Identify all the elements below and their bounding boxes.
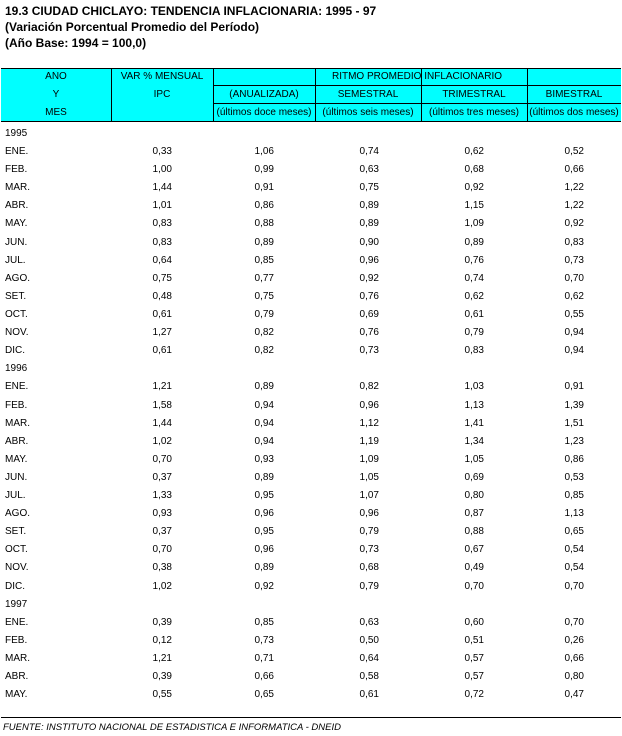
bimestral-cell: 0,70 [564,581,584,592]
trimestral-cell: 0,62 [464,291,484,302]
semestral-cell: 0,89 [359,200,379,211]
anualizada-cell: 0,94 [254,418,274,429]
table-row [0,252,622,270]
bimestral-cell: 0,70 [564,617,584,628]
semestral-cell: 0,90 [359,237,379,248]
table-row [0,288,622,306]
anualizada-cell: 0,93 [254,454,274,465]
header-anualizada-note: (últimos doce meses) [216,107,312,118]
semestral-cell: 0,89 [359,218,379,229]
var-mensual-cell: 0,70 [152,544,172,555]
table-row [0,469,622,487]
anualizada-cell: 0,94 [254,400,274,411]
var-mensual-cell: 1,21 [152,381,172,392]
trimestral-cell: 0,69 [464,472,484,483]
month-cell: OCT. [5,309,28,320]
table-row [0,270,622,288]
var-mensual-cell: 1,44 [152,418,172,429]
anualizada-cell: 0,95 [254,526,274,537]
trimestral-cell: 0,76 [464,255,484,266]
bimestral-cell: 1,22 [564,182,584,193]
anualizada-cell: 0,77 [254,273,274,284]
month-cell: JUN. [5,237,28,248]
anualizada-cell: 1,06 [254,146,274,157]
trimestral-cell: 0,88 [464,526,484,537]
month-cell: NOV. [5,327,29,338]
month-cell: OCT. [5,544,28,555]
month-cell: FEB. [5,164,28,175]
month-cell: ABR. [5,671,29,682]
trimestral-cell: 0,62 [464,146,484,157]
header-semestral-note: (últimos seis meses) [322,107,414,118]
anualizada-cell: 0,85 [254,255,274,266]
table-title: 19.3 CIUDAD CHICLAYO: TENDENCIA INFLACIONARIA: 1995 - 97 [5,4,377,18]
var-mensual-cell: 0,39 [152,671,172,682]
table-row [0,215,622,233]
header-anualizada: (ANUALIZADA) [229,89,299,100]
table-row [0,234,622,252]
bimestral-cell: 1,51 [564,418,584,429]
table-row [0,523,622,541]
bimestral-cell: 0,52 [564,146,584,157]
bimestral-cell: 0,65 [564,526,584,537]
trimestral-cell: 0,70 [464,581,484,592]
var-mensual-cell: 1,00 [152,164,172,175]
var-mensual-cell: 1,33 [152,490,172,501]
header-and: Y [52,89,60,100]
month-cell: FEB. [5,635,28,646]
semestral-cell: 1,07 [359,490,379,501]
trimestral-cell: 0,49 [464,562,484,573]
anualizada-cell: 0,88 [254,218,274,229]
header-ritmo-promedio: RITMO PROMEDIO INFLACIONARIO [331,71,502,82]
anualizada-cell: 0,96 [254,508,274,519]
trimestral-cell: 0,61 [464,309,484,320]
table-row [0,578,622,596]
bimestral-cell: 0,85 [564,490,584,501]
var-mensual-cell: 1,58 [152,400,172,411]
month-cell: JUL. [5,490,26,501]
trimestral-cell: 0,74 [464,273,484,284]
semestral-cell: 0,73 [359,345,379,356]
table-row [0,324,622,342]
month-cell: MAR. [5,418,30,429]
semestral-cell: 0,96 [359,255,379,266]
bimestral-cell: 0,94 [564,345,584,356]
table-row [0,614,622,632]
bimestral-cell: 0,73 [564,255,584,266]
var-mensual-cell: 0,83 [152,237,172,248]
anualizada-cell: 0,99 [254,164,274,175]
semestral-cell: 0,76 [359,327,379,338]
table-row [0,397,622,415]
footer-divider [1,717,621,718]
table-row [0,541,622,559]
semestral-cell: 0,73 [359,544,379,555]
semestral-cell: 0,58 [359,671,379,682]
semestral-cell: 0,82 [359,381,379,392]
table-row [0,686,622,704]
month-cell: ENE. [5,617,29,628]
month-cell: ENE. [5,146,29,157]
semestral-cell: 0,64 [359,653,379,664]
trimestral-cell: 0,60 [464,617,484,628]
bimestral-cell: 0,70 [564,273,584,284]
semestral-cell: 0,68 [359,562,379,573]
month-cell: SET. [5,526,27,537]
var-mensual-cell: 0,75 [152,273,172,284]
month-cell: ABR. [5,200,29,211]
month-cell: MAR. [5,653,30,664]
bimestral-cell: 0,91 [564,381,584,392]
table-row [0,433,622,451]
semestral-cell: 0,79 [359,581,379,592]
bimestral-cell: 0,86 [564,454,584,465]
semestral-cell: 0,69 [359,309,379,320]
trimestral-cell: 0,80 [464,490,484,501]
anualizada-cell: 0,75 [254,291,274,302]
month-cell: NOV. [5,562,29,573]
trimestral-cell: 0,92 [464,182,484,193]
year-row [0,596,622,614]
bimestral-cell: 0,26 [564,635,584,646]
month-cell: JUN. [5,472,28,483]
var-mensual-cell: 1,01 [152,200,172,211]
anualizada-cell: 0,92 [254,581,274,592]
table-row [0,668,622,686]
table-row [0,451,622,469]
bimestral-cell: 0,55 [564,309,584,320]
anualizada-cell: 0,82 [254,327,274,338]
trimestral-cell: 1,34 [464,436,484,447]
header-bimestral-note: (últimos dos meses) [529,107,619,118]
var-mensual-cell: 1,21 [152,653,172,664]
anualizada-cell: 0,71 [254,653,274,664]
trimestral-cell: 0,87 [464,508,484,519]
month-cell: AGO. [5,508,31,519]
trimestral-cell: 0,51 [464,635,484,646]
bimestral-cell: 0,53 [564,472,584,483]
table-row [0,378,622,396]
var-mensual-cell: 1,44 [152,182,172,193]
semestral-cell: 0,75 [359,182,379,193]
var-mensual-cell: 0,37 [152,526,172,537]
var-mensual-cell: 1,02 [152,581,172,592]
trimestral-cell: 1,15 [464,200,484,211]
var-mensual-cell: 0,61 [152,309,172,320]
month-cell: FEB. [5,400,28,411]
base-year-note: (Año Base: 1994 = 100,0) [5,36,147,50]
trimestral-cell: 1,13 [464,400,484,411]
bimestral-cell: 0,66 [564,653,584,664]
anualizada-cell: 0,91 [254,182,274,193]
month-cell: DIC. [5,581,25,592]
header-var-mensual: VAR % MENSUAL [120,71,204,82]
var-mensual-cell: 0,93 [152,508,172,519]
bimestral-cell: 1,39 [564,400,584,411]
bimestral-cell: 0,83 [564,237,584,248]
var-mensual-cell: 0,48 [152,291,172,302]
semestral-cell: 1,09 [359,454,379,465]
var-mensual-cell: 1,02 [152,436,172,447]
trimestral-cell: 0,72 [464,689,484,700]
anualizada-cell: 0,86 [254,200,274,211]
month-cell: AGO. [5,273,31,284]
trimestral-cell: 0,57 [464,653,484,664]
var-mensual-cell: 0,37 [152,472,172,483]
anualizada-cell: 0,94 [254,436,274,447]
table-row [0,559,622,577]
anualizada-cell: 0,73 [254,635,274,646]
year-label: 1995 [5,128,28,139]
table-row [0,306,622,324]
table-header [1,68,621,122]
var-mensual-cell: 0,39 [152,617,172,628]
header-year: AÑO [45,71,67,82]
bimestral-cell: 0,94 [564,327,584,338]
anualizada-cell: 0,65 [254,689,274,700]
year-label: 1997 [5,599,28,610]
bimestral-cell: 0,54 [564,544,584,555]
trimestral-cell: 1,03 [464,381,484,392]
month-cell: JUL. [5,255,26,266]
bimestral-cell: 0,47 [564,689,584,700]
month-cell: SET. [5,291,27,302]
month-cell: MAY. [5,218,28,229]
header-month: MES [45,107,67,118]
table-row [0,342,622,360]
bimestral-cell: 0,66 [564,164,584,175]
anualizada-cell: 0,85 [254,617,274,628]
trimestral-cell: 1,41 [464,418,484,429]
var-mensual-cell: 0,70 [152,454,172,465]
table-row [0,143,622,161]
trimestral-cell: 1,09 [464,218,484,229]
anualizada-cell: 0,82 [254,345,274,356]
trimestral-cell: 0,67 [464,544,484,555]
semestral-cell: 1,05 [359,472,379,483]
table-row [0,487,622,505]
table-row [0,505,622,523]
trimestral-cell: 0,57 [464,671,484,682]
trimestral-cell: 0,83 [464,345,484,356]
header-ipc: IPC [153,89,171,100]
anualizada-cell: 0,89 [254,381,274,392]
bimestral-cell: 0,62 [564,291,584,302]
bimestral-cell: 0,54 [564,562,584,573]
semestral-cell: 1,19 [359,436,379,447]
var-mensual-cell: 0,64 [152,255,172,266]
year-row [0,360,622,378]
month-cell: ENE. [5,381,29,392]
var-mensual-cell: 0,83 [152,218,172,229]
semestral-cell: 0,61 [359,689,379,700]
var-mensual-cell: 0,33 [152,146,172,157]
anualizada-cell: 0,89 [254,472,274,483]
month-cell: DIC. [5,345,25,356]
header-semestral: SEMESTRAL [337,89,399,100]
semestral-cell: 0,79 [359,526,379,537]
year-label: 1996 [5,363,28,374]
anualizada-cell: 0,95 [254,490,274,501]
semestral-cell: 0,63 [359,164,379,175]
semestral-cell: 0,76 [359,291,379,302]
anualizada-cell: 0,66 [254,671,274,682]
var-mensual-cell: 0,55 [152,689,172,700]
trimestral-cell: 0,79 [464,327,484,338]
semestral-cell: 0,50 [359,635,379,646]
anualizada-cell: 0,96 [254,544,274,555]
table-subtitle: (Variación Porcentual Promedio del Período) [5,20,260,34]
trimestral-cell: 1,05 [464,454,484,465]
table-row [0,197,622,215]
semestral-cell: 0,63 [359,617,379,628]
anualizada-cell: 0,89 [254,237,274,248]
semestral-cell: 0,96 [359,400,379,411]
source-note: FUENTE: INSTITUTO NACIONAL DE ESTADISTICA E INFORMATICA - DNEID [3,722,341,733]
var-mensual-cell: 1,27 [152,327,172,338]
bimestral-cell: 0,92 [564,218,584,229]
month-cell: MAY. [5,689,28,700]
table-row [0,632,622,650]
semestral-cell: 0,96 [359,508,379,519]
semestral-cell: 0,92 [359,273,379,284]
table-row [0,650,622,668]
semestral-cell: 0,74 [359,146,379,157]
trimestral-cell: 0,68 [464,164,484,175]
bimestral-cell: 1,13 [564,508,584,519]
anualizada-cell: 0,89 [254,562,274,573]
trimestral-cell: 0,89 [464,237,484,248]
header-trimestral-note: (últimos tres meses) [428,107,519,118]
table-row [0,179,622,197]
bimestral-cell: 0,80 [564,671,584,682]
header-bimestral: BIMESTRAL [545,89,603,100]
var-mensual-cell: 0,38 [152,562,172,573]
month-cell: MAR. [5,182,30,193]
bimestral-cell: 1,23 [564,436,584,447]
year-row [0,125,622,143]
month-cell: MAY. [5,454,28,465]
table-row [0,415,622,433]
month-cell: ABR. [5,436,29,447]
header-trimestral: TRIMESTRAL [442,89,506,100]
var-mensual-cell: 0,12 [152,635,172,646]
semestral-cell: 1,12 [359,418,379,429]
var-mensual-cell: 0,61 [152,345,172,356]
table-row [0,161,622,179]
bimestral-cell: 1,22 [564,200,584,211]
anualizada-cell: 0,79 [254,309,274,320]
